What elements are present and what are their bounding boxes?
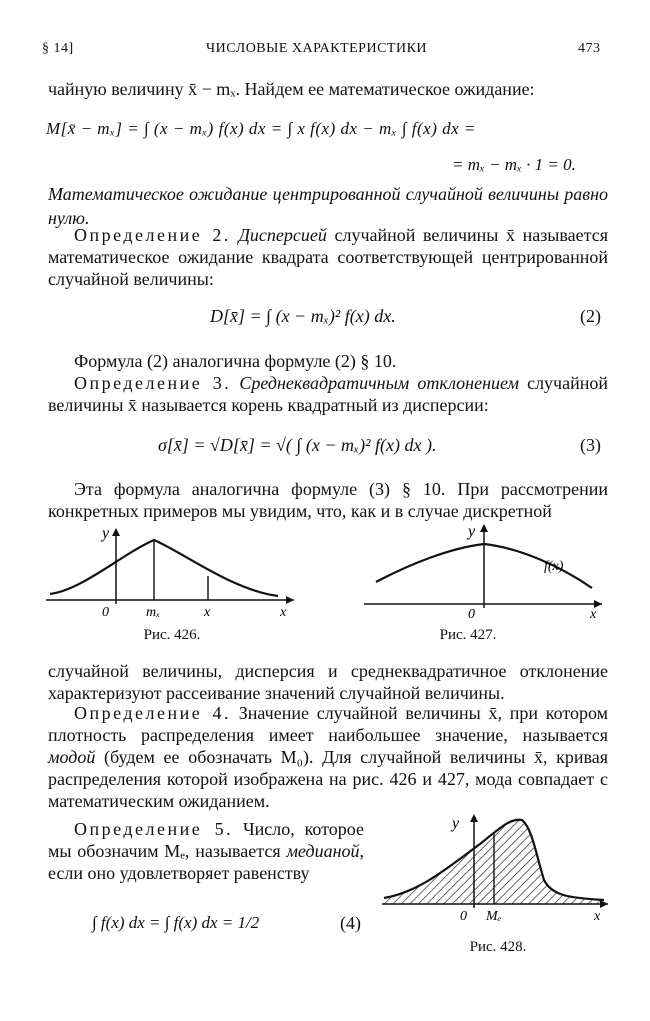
figure-428	[380, 806, 616, 926]
fig426-y-arrow	[112, 528, 120, 536]
fig428-caption: Рис. 428.	[469, 939, 527, 955]
def3-text: случайной величины x̄ называется корень квадратный из дисперсии:	[48, 373, 608, 415]
fig428-x-label: x	[594, 909, 601, 924]
fig426-mean-label: mₓ	[146, 605, 161, 620]
continuation-text: случайной величины, дисперсия и среднеквадратичное отклонение характеризуют рассеивание значений случайной величины.	[48, 661, 608, 703]
fig426-origin: 0	[102, 605, 109, 620]
formula-number-3: (3)	[580, 435, 601, 455]
fig426-caption: Рис. 426.	[143, 627, 201, 643]
fig428-median-label: Mₑ	[486, 909, 502, 924]
def5-lead: Определение 5.	[74, 819, 234, 839]
fig428-y-arrow	[470, 814, 478, 822]
def3-term: Среднеквадратичным отклонением	[239, 373, 520, 393]
fig427-x-label: x	[590, 607, 597, 622]
fig426-x-arrow	[286, 596, 294, 604]
fig426-y-label: y	[102, 525, 110, 542]
fig427-y-arrow	[480, 524, 488, 532]
figure-426	[42, 524, 302, 624]
variance-formula: D[x̄] = ∫ (x − mₓ)² f(x) dx.	[210, 306, 396, 326]
running-title: ЧИСЛОВЫЕ ХАРАКТЕРИСТИКИ	[206, 41, 428, 56]
formula-number-2: (2)	[580, 306, 601, 326]
figure-427	[360, 518, 610, 624]
definition-3	[48, 372, 608, 416]
expectation-formula-line1: M[x̄ − mₓ] = ∫ (x − mₓ) f(x) dx = ∫ x f(x) dx − mₓ ∫ f(x) dx =	[46, 119, 476, 138]
remark-2: Формула (2) аналогична формуле (2) § 10.	[74, 351, 397, 371]
fig427-y-label: y	[468, 523, 476, 540]
definition-5	[48, 818, 364, 884]
median-formula: ∫ f(x) dx = ∫ f(x) dx = 1/2	[92, 913, 260, 932]
def4-text-after: (будем ее обозначать M₀). Для случайной величины x̄, кривая распределения которой изображена на рис. 426 и 427, мода совпадает с математическим ожиданием.	[48, 747, 609, 811]
fig428-origin: 0	[460, 909, 467, 924]
fig426-point-label: x	[204, 605, 211, 620]
expectation-formula-line2: = mₓ − mₓ · 1 = 0.	[452, 155, 576, 174]
def2-lead: Определение 2.	[74, 225, 231, 245]
theorem-statement: Математическое ожидание центрированной случайной величины равно нулю.	[48, 184, 608, 228]
fig428-y-label: y	[452, 815, 460, 832]
fig427-origin: 0	[468, 607, 475, 622]
fig427-caption: Рис. 427.	[439, 627, 497, 643]
remark-3: Эта формула аналогична формуле (3) § 10. При рассмотрении конкретных примеров мы увидим, что, как и в случае дискретной	[48, 479, 608, 521]
definition-4	[48, 702, 608, 812]
page-number: 473	[578, 41, 601, 56]
def2-term: Дисперсией	[238, 225, 327, 245]
def5-text-after: , если оно удовлетворяет равенству	[48, 841, 365, 883]
fig427-curve-label: f(x)	[544, 559, 564, 574]
formula-number-4: (4)	[340, 913, 361, 933]
def2-text: случайной величины x̄ называется математическое ожидание квадрата соответствующей центрированной случайной величины:	[48, 225, 608, 289]
section-ref: § 14]	[42, 41, 74, 56]
def5-term: медианой	[286, 841, 360, 861]
def4-term: модой	[48, 747, 96, 767]
fig426-density-curve	[50, 540, 278, 596]
intro-line: чайную величину x̄ − mₓ. Найдем ее математическое ожидание:	[48, 79, 535, 99]
def3-lead: Определение 3.	[74, 373, 232, 393]
fig426-x-label: x	[280, 605, 287, 620]
definition-2	[48, 224, 608, 290]
def4-lead: Определение 4.	[74, 703, 231, 723]
def5-text-before: Число, которое мы обозначим Mₑ, называется	[48, 819, 365, 861]
std-formula: σ[x̄] = √D[x̄] = √( ∫ (x − mₓ)² f(x) dx ).	[158, 435, 437, 455]
def4-text-before: Значение случайной величины x̄, при котором плотность распределения имеет наибольшее значение, называется	[48, 703, 609, 745]
